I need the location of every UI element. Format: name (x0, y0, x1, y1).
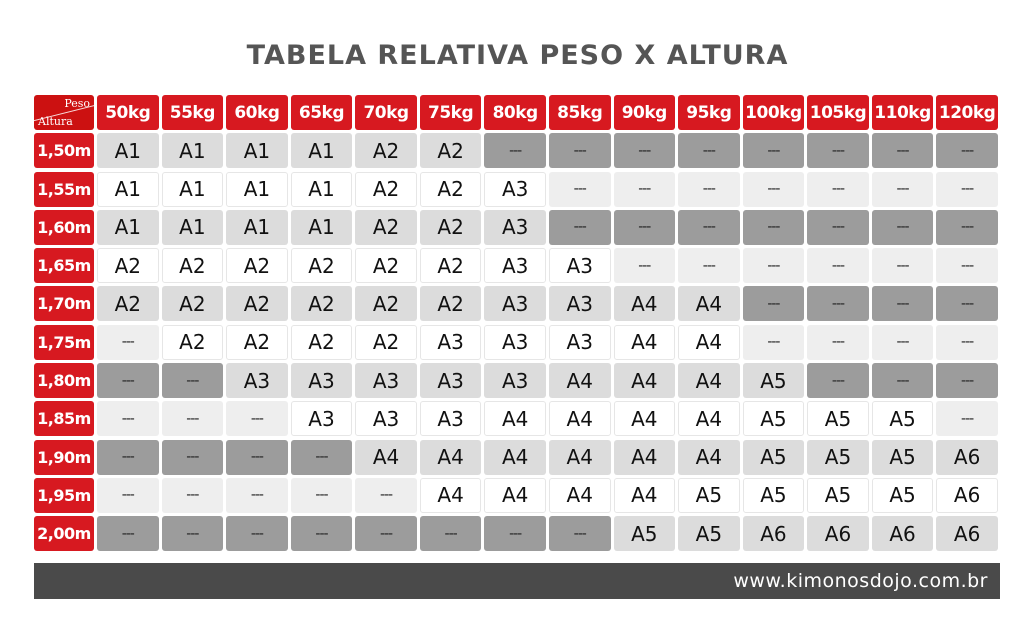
table-cell: --- (936, 325, 998, 360)
table-cell: A3 (549, 286, 611, 321)
table-cell: A2 (291, 248, 353, 283)
table-cell: --- (872, 172, 934, 207)
table-cell: --- (291, 478, 353, 513)
table-cell: A2 (97, 286, 159, 321)
table-cell: A3 (484, 210, 546, 245)
table-cell: A3 (549, 325, 611, 360)
corner-peso-label: Peso (64, 97, 90, 110)
table-cell: --- (936, 363, 998, 398)
table-cell: A1 (226, 172, 288, 207)
table-cell: --- (936, 172, 998, 207)
height-header: 1,70m (34, 286, 94, 321)
table-cell: A2 (355, 286, 417, 321)
table-cell: A5 (614, 516, 676, 551)
height-header: 1,50m (34, 133, 94, 168)
table-cell: A4 (614, 286, 676, 321)
table-cell: A2 (355, 172, 417, 207)
table-cell: --- (807, 172, 869, 207)
table-cell: A4 (614, 440, 676, 475)
height-header: 1,60m (34, 210, 94, 245)
height-header: 2,00m (34, 516, 94, 551)
weight-header: 95kg (678, 95, 740, 130)
weight-header: 80kg (484, 95, 546, 130)
table-cell: --- (872, 363, 934, 398)
table-cell: --- (743, 133, 805, 168)
table-cell: A5 (872, 478, 934, 513)
weight-header: 55kg (162, 95, 224, 130)
table-cell: --- (97, 516, 159, 551)
table-cell: A2 (162, 248, 224, 283)
table-cell: --- (807, 363, 869, 398)
table-cell: A2 (355, 133, 417, 168)
table-cell: A3 (484, 286, 546, 321)
table-cell: A4 (614, 401, 676, 436)
table-cell: --- (549, 210, 611, 245)
table-cell: A6 (743, 516, 805, 551)
table-cell: A1 (291, 133, 353, 168)
table-cell: A2 (226, 325, 288, 360)
table-cell: --- (872, 286, 934, 321)
table-cell: A4 (549, 478, 611, 513)
table-cell: A2 (291, 325, 353, 360)
weight-header: 65kg (291, 95, 353, 130)
table-cell: --- (291, 440, 353, 475)
table-cell: A2 (226, 248, 288, 283)
table-cell: --- (807, 210, 869, 245)
height-header: 1,85m (34, 401, 94, 436)
table-cell: --- (97, 325, 159, 360)
table-cell: A4 (678, 401, 740, 436)
table-cell: A4 (678, 286, 740, 321)
table-cell: --- (872, 248, 934, 283)
table-cell: A2 (226, 286, 288, 321)
table-cell: --- (743, 248, 805, 283)
table-cell: A3 (420, 401, 482, 436)
table-cell: --- (226, 478, 288, 513)
weight-header: 75kg (420, 95, 482, 130)
table-cell: A6 (936, 440, 998, 475)
table-cell: A4 (549, 440, 611, 475)
table-cell: A5 (743, 440, 805, 475)
table-cell: --- (936, 401, 998, 436)
table-cell: --- (97, 401, 159, 436)
table-cell: A1 (291, 172, 353, 207)
table-cell: --- (355, 478, 417, 513)
table-cell: --- (872, 210, 934, 245)
table-cell: --- (743, 210, 805, 245)
height-header: 1,80m (34, 363, 94, 398)
table-cell: --- (807, 325, 869, 360)
table-cell: A3 (549, 248, 611, 283)
table-cell: --- (484, 516, 546, 551)
table-cell: --- (807, 286, 869, 321)
table-cell: A5 (743, 363, 805, 398)
table-cell: A5 (807, 401, 869, 436)
table-cell: --- (226, 440, 288, 475)
table-cell: A6 (936, 478, 998, 513)
table-cell: --- (614, 210, 676, 245)
table-cell: --- (614, 248, 676, 283)
table-cell: A5 (872, 440, 934, 475)
table-cell: --- (678, 210, 740, 245)
table-cell: --- (549, 516, 611, 551)
corner-altura-label: Altura (38, 115, 73, 128)
table-cell: A4 (614, 478, 676, 513)
table-corner-header (34, 95, 94, 130)
table-cell: A2 (291, 286, 353, 321)
size-table (34, 95, 998, 551)
weight-header: 90kg (614, 95, 676, 130)
table-cell: --- (678, 172, 740, 207)
weight-header: 85kg (549, 95, 611, 130)
table-cell: A5 (872, 401, 934, 436)
table-cell: A4 (484, 440, 546, 475)
table-cell: A4 (614, 363, 676, 398)
table-cell: --- (678, 248, 740, 283)
table-cell: A2 (97, 248, 159, 283)
table-cell: A2 (420, 248, 482, 283)
weight-header: 120kg (936, 95, 998, 130)
table-cell: A4 (420, 478, 482, 513)
table-cell: A3 (484, 363, 546, 398)
table-cell: A3 (291, 363, 353, 398)
height-header: 1,95m (34, 478, 94, 513)
table-cell: --- (549, 172, 611, 207)
table-cell: --- (97, 440, 159, 475)
table-cell: A3 (420, 363, 482, 398)
table-cell: A2 (162, 325, 224, 360)
table-cell: A3 (291, 401, 353, 436)
height-header: 1,90m (34, 440, 94, 475)
table-cell: A4 (484, 478, 546, 513)
table-cell: A2 (355, 210, 417, 245)
table-cell: --- (97, 478, 159, 513)
table-cell: A4 (355, 440, 417, 475)
table-cell: --- (872, 133, 934, 168)
table-cell: --- (549, 133, 611, 168)
table-cell: A3 (484, 325, 546, 360)
table-cell: --- (743, 286, 805, 321)
page-title: TABELA RELATIVA PESO X ALTURA (246, 40, 789, 71)
table-cell: A1 (291, 210, 353, 245)
table-cell: --- (97, 363, 159, 398)
table-cell: A4 (678, 363, 740, 398)
table-cell: A6 (807, 516, 869, 551)
table-cell: A3 (484, 172, 546, 207)
table-cell: A4 (549, 401, 611, 436)
table-cell: A1 (97, 210, 159, 245)
table-cell: --- (678, 133, 740, 168)
height-header: 1,55m (34, 172, 94, 207)
table-cell: A3 (420, 325, 482, 360)
table-cell: --- (162, 363, 224, 398)
table-cell: A5 (807, 478, 869, 513)
footer-bar (34, 563, 1000, 599)
table-cell: A2 (420, 133, 482, 168)
height-header: 1,65m (34, 248, 94, 283)
height-header: 1,75m (34, 325, 94, 360)
table-cell: A1 (226, 210, 288, 245)
table-cell: A3 (226, 363, 288, 398)
table-cell: A2 (420, 172, 482, 207)
table-cell: A1 (162, 172, 224, 207)
table-cell: --- (484, 133, 546, 168)
table-cell: --- (936, 248, 998, 283)
table-cell: A5 (678, 516, 740, 551)
table-cell: A2 (420, 286, 482, 321)
table-cell: A1 (226, 133, 288, 168)
table-cell: A2 (162, 286, 224, 321)
table-cell: A2 (355, 248, 417, 283)
table-cell: A1 (97, 133, 159, 168)
table-cell: A5 (807, 440, 869, 475)
table-cell: --- (291, 516, 353, 551)
table-cell: A3 (355, 401, 417, 436)
table-cell: A6 (872, 516, 934, 551)
table-cell: --- (614, 133, 676, 168)
table-cell: A4 (484, 401, 546, 436)
table-cell: --- (872, 325, 934, 360)
weight-header: 50kg (97, 95, 159, 130)
table-cell: --- (162, 440, 224, 475)
table-cell: A5 (678, 478, 740, 513)
table-cell: --- (743, 172, 805, 207)
table-cell: --- (936, 133, 998, 168)
table-cell: A3 (355, 363, 417, 398)
table-cell: A3 (484, 248, 546, 283)
weight-header: 110kg (872, 95, 934, 130)
table-cell: --- (162, 401, 224, 436)
table-cell: A5 (743, 401, 805, 436)
weight-header: 100kg (743, 95, 805, 130)
table-cell: --- (743, 325, 805, 360)
footer-url: www.kimonosdojo.com.br (733, 570, 988, 592)
weight-header: 105kg (807, 95, 869, 130)
table-cell: A6 (936, 516, 998, 551)
table-cell: A2 (355, 325, 417, 360)
table-cell: --- (420, 516, 482, 551)
table-cell: A4 (678, 440, 740, 475)
table-cell: --- (226, 516, 288, 551)
table-cell: --- (807, 248, 869, 283)
table-cell: A1 (162, 133, 224, 168)
table-cell: A4 (678, 325, 740, 360)
table-cell: --- (936, 210, 998, 245)
table-cell: A4 (549, 363, 611, 398)
table-cell: --- (355, 516, 417, 551)
table-cell: A5 (743, 478, 805, 513)
weight-header: 60kg (226, 95, 288, 130)
table-cell: A4 (614, 325, 676, 360)
table-cell: --- (162, 478, 224, 513)
table-cell: A1 (162, 210, 224, 245)
table-cell: --- (614, 172, 676, 207)
table-cell: --- (162, 516, 224, 551)
table-cell: --- (807, 133, 869, 168)
table-cell: A2 (420, 210, 482, 245)
table-cell: A1 (97, 172, 159, 207)
table-cell: --- (226, 401, 288, 436)
table-cell: A4 (420, 440, 482, 475)
weight-header: 70kg (355, 95, 417, 130)
table-cell: --- (936, 286, 998, 321)
